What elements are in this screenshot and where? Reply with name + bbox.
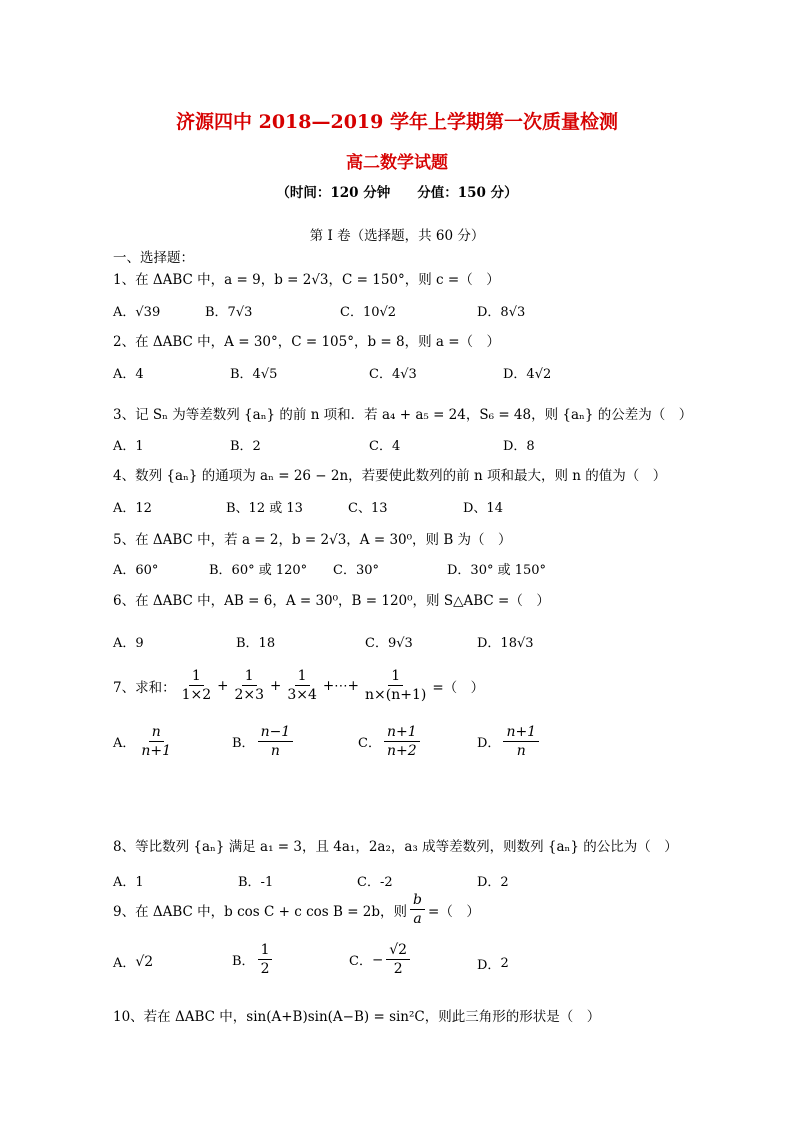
question-2-option-d: D．4√2 [503,367,552,382]
option-letter: D． [477,958,501,973]
fraction-numerator: 1 [258,942,273,960]
term-denominator: 1×2 [181,687,212,703]
option-fraction [386,942,410,977]
question-10-stem: 10、若在 ΔABC 中，sin(A+B)sin(A−B) = sin²C，则此三角形的形状是（ ） [113,1009,601,1025]
question-2-stem: 2、在 ΔABC 中，A = 30°，C = 105°，b = 8，则 a =（ ） [113,334,501,350]
minus-sign: − [371,951,384,968]
part-heading: 一、选择题： [113,250,194,266]
option-value: √2 [135,953,154,970]
exam-subtitle: 高二数学试题 [346,153,448,173]
option-letter: C． [349,954,372,969]
question-7-suffix: =（ ） [432,679,485,696]
question-6-option-c: C．9√3 [365,636,413,651]
question-1-option-a: A．√39 [113,305,161,320]
term-numerator: 1 [242,668,257,686]
question-7-term-3 [284,668,320,703]
question-9-option-d [477,954,509,973]
question-8-option-c: C．-2 [357,875,393,890]
question-9-option-b [232,942,275,977]
term-numerator: 1 [295,668,310,686]
question-9-suffix: =（ ） [428,903,480,920]
section-heading: 第 I 卷（选择题，共 60 分） [309,228,485,244]
question-9-stem [113,892,480,927]
question-3-option-b: B．2 [230,439,261,454]
question-7-option-c [358,724,423,759]
question-6-option-d: D．18√3 [477,636,534,651]
term-numerator: 1 [189,668,204,686]
question-2-option-a: A．4 [113,367,144,382]
fraction-numerator: n+1 [384,724,420,742]
question-3-option-d: D．8 [503,439,535,454]
fraction-denominator: 2 [260,961,270,977]
fraction-denominator: a [413,911,422,927]
option-letter: B． [232,736,255,751]
term-denominator: n×(n+1) [364,687,427,703]
question-8-option-d: D．2 [477,875,509,890]
question-3-stem: 3、记 Sₙ 为等差数列 {aₙ} 的前 n 项和．若 a₄ + a₅ = 24，S₆ = 48，则 {aₙ} 的公差为（ ） [113,407,693,423]
question-7-option-d [477,724,542,759]
question-7-term-n [362,668,429,703]
question-8-option-a: A．1 [113,875,144,890]
question-1-option-b: B．7√3 [205,305,253,320]
question-7-option-a [113,724,177,759]
ellipsis-sign: +⋯+ [322,677,359,694]
option-value: 2 [500,956,509,971]
question-8-stem: 8、等比数列 {aₙ} 满足 a₁ = 3，且 4a₁，2a₂，a₃ 成等差数列，则数列 {aₙ} 的公比为（ ） [113,839,678,855]
question-6-stem: 6、在 ΔABC 中，AB = 6，A = 30⁰，B = 120⁰，则 S△ABC =（ ） [113,593,550,609]
question-4-option-c: C、13 [348,501,388,516]
term-denominator: 3×4 [287,687,317,703]
fraction-denominator: n+1 [141,743,172,759]
fraction-numerator: b [410,892,425,910]
fraction-numerator: n+1 [503,724,539,742]
question-7-term-1 [179,668,215,703]
option-letter: A． [113,736,136,751]
question-1-stem: 1、在 ΔABC 中，a = 9，b = 2√3，C = 150°，则 c =（ ） [113,272,500,288]
fraction-denominator: n+2 [386,743,417,759]
question-9-option-c [349,942,413,977]
question-3-option-c: C．4 [369,439,401,454]
option-letter: B． [232,954,255,969]
question-5-option-b: B．60° 或 120° [209,563,308,578]
fraction-numerator: √2 [386,942,410,960]
fraction-numerator: n [149,724,164,742]
question-3-option-a: A．1 [113,439,144,454]
exam-info: （时间：120 分钟 分值：150 分） [276,185,518,201]
fraction-denominator: 2 [393,961,403,977]
question-4-stem: 4、数列 {aₙ} 的通项为 aₙ = 26 − 2n，若要使此数列的前 n 项和最大，则 n 的值为（ ） [113,468,667,484]
question-2-option-b: B．4√5 [230,367,278,382]
question-4-option-a: A．12 [113,501,152,516]
option-fraction [258,724,294,759]
question-9-fraction [410,892,425,927]
question-7-option-b [232,724,296,759]
question-2-option-c: C．4√3 [369,367,417,382]
question-7-stem [113,668,484,703]
plus-sign: + [217,677,229,694]
question-5-option-d: D．30° 或 150° [447,563,547,578]
exam-title: 济源四中 2018—2019 学年上学期第一次质量检测 [176,111,618,133]
question-1-option-c: C．10√2 [340,305,397,320]
question-6-option-a: A．9 [113,636,144,651]
option-letter: C． [358,736,381,751]
question-4-option-b: B、12 或 13 [226,501,303,516]
fraction-denominator: n [516,743,526,759]
fraction-denominator: n [270,743,280,759]
option-letter: A． [113,956,136,971]
question-9-prefix: 9、在 ΔABC 中，b cos C + c cos B = 2b，则 [113,903,408,920]
question-7-prefix: 7、求和： [113,679,176,696]
option-letter: D． [477,736,501,751]
question-9-option-a [113,952,153,971]
option-fraction [503,724,539,759]
plus-sign: + [270,677,282,694]
question-5-option-a: A．60° [113,563,159,578]
fraction-numerator: n−1 [258,724,294,742]
question-6-option-b: B．18 [236,636,276,651]
option-fraction [138,724,174,759]
term-numerator: 1 [388,668,403,686]
question-1-option-d: D．8√3 [477,305,526,320]
question-5-stem: 5、在 ΔABC 中，若 a = 2，b = 2√3，A = 30⁰，则 B 为（ ） [113,532,512,548]
question-7-term-2 [231,668,267,703]
option-fraction [258,942,273,977]
question-5-option-c: C．30° [333,563,379,578]
term-denominator: 2×3 [234,687,264,703]
question-4-option-d: D、14 [463,501,503,516]
option-fraction [384,724,420,759]
question-8-option-b: B．-1 [238,875,274,890]
